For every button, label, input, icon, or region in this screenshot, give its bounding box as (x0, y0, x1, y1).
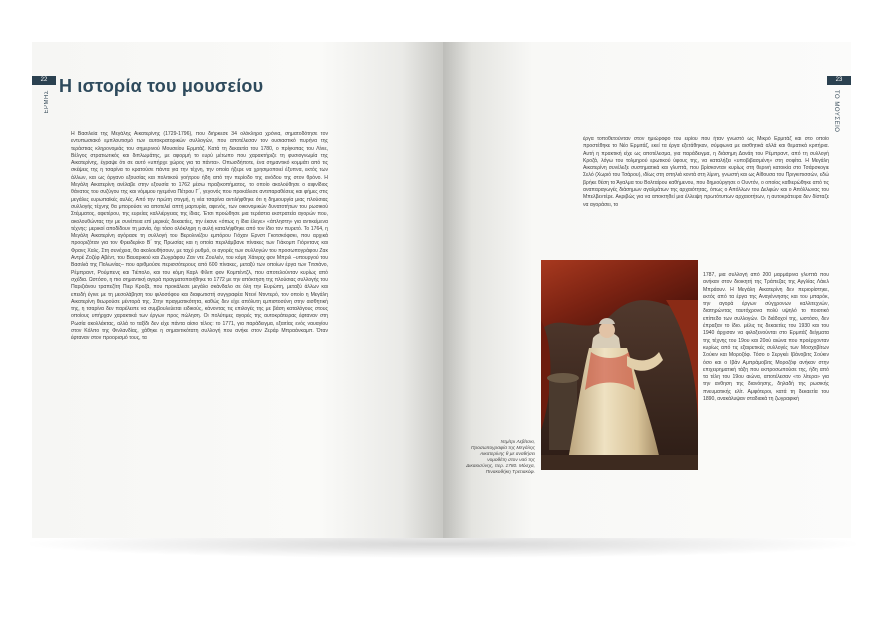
right-body-text-top: έργα τοποθετούνταν στον ημιώροφο του ειρίου που ήταν γνωστό ως Μικρό Ερμιτάζ και στο οποίο προστέθηκε το Νέο Ερμιτάζ, εκεί τα έργα εξετάθηκαν, σύμφωνα με αισθητικά αλλά και θεματικά κριτήρια. Αυτή η πρακτική είχε ως αποτέλεσμα, για παράδειγμα, η διάσημη Δανάη του Ρέμπραντ, από τη συλλογή Κροζά, λόγω του τολμηρού ερωτικού ύφους της, να καταλήξει «υποβιβασμένη» στη σοφίτα. Η Μεγάλη Αικατερίνη συνέλεξε συστηματικά και γλυπτά, που βρίσκονταν κυρίως στη θερινή κατοικία στο Τσάρσκογιε Σελό (Χωριό του Τσάρου), ιδίως στη σπηλιά κοντά στη λίμνη, γνωστή και ως Αίθουσα του Πριγκιπισσών, εδώ βρήκε θέση το Άγαλμα του Βολταίρου καθήμενου, που δημιούργησε ο Ουντόν, ο οποίος καθιερώθηκε από τις αναπαραγωγές διάσημων αγαλμάτων της αρχαιότητας, όπως ο Απόλλων του Δελφών και ο Απόλλωνας του Μπελβεντέρε. Ακριβώς για να αποκτηθεί μια έλλειψη πρωτότυπων αρχαιοτήτων, η αυτοκράτειρα δεν δίσταζε να αγοράσει, το (583, 136, 829, 208)
right-running-head: ΤΟ ΜΟΥΣΕΙΟ (833, 90, 839, 133)
left-page-number: 22 (32, 76, 56, 85)
left-page (32, 42, 443, 538)
right-page-number: 23 (827, 76, 851, 85)
catherine-portrait-painting (541, 260, 698, 470)
left-running-head: ΕΡΜΗΣ (44, 90, 50, 114)
painting-caption: Ντμίτρι Λεβίτσκι, Προσωπογραφία της Μεγάλης Αικατερίνης θ με αναθήσει νομοθέτη στον ναό της Δικαιοσύνης, περ. 1780. Μόσχα, Πινακοθήκη Τρετιακόφ. (466, 440, 535, 475)
left-body-text: Η Βασιλεία της Μεγάλης Αικατερίνης (1729-1796), που διήρκεσε 34 ολόκληρα χρόνια, σηματοδότησε τον εντυπωσιακό εμπλουτισμό των αυτοκρατορικών συλλογών, που αποτέλεσαν τον ουσιαστικό πυρήνα της τεράστιας κληρονομιάς του σημερινού Μουσείου Ερμιτάζ. Κατά τη δεκαετία του 1780, ο πρίγκιπας του Λίνιε, Βέλγος στρατιωτικός και διπλωμάτης, με αφορμή το ευρύ μέτωπο που χαρακτήριζε τη φυσιογνωμία της Αικατερίνης, έγραψε ότι σε αυτό «υπήρχε χώρος για τα πάντα». Οπωσδήποτε, ένα σημαντικό κομμάτι από τις σκέψεις της η τσαρίνα το κρατούσε πάντα για την τέχνη, την οποία ήξερε να χρησιμοποιεί έξυπνα, εκτός των άλλων, και ως όργανο εξουσίας και πολιτικού γοήτρου ήδη από την περίοδο της ανόδου της στον θρόνο. Η Μεγάλη Αικατερίνη ανέλαβε στην εξουσία το 1762 μέσω πραξικοπήματος, το οποίο ακολούθησε ο αιφνίδιος θάνατος του συζύγου της και νόμιμου ηγεμόνα Πέτρου Γ΄, γεγονός που προκάλεσε αντιπαραθέσεις και φήμες στις μεγάλες ευρωπαϊκές αυλές. Από την πρώτη στιγμή, η νέα τσαρίνα αντιλήφθηκε ότι η δημιουργία μιας πλούσιας συλλογής τέχνης θα μπορούσε να αποτελεί απτή μαρτυρία, αφενός, των οικονομικών δυνατοτήτων του ρωσικού Στέμματος, αφετέρου, της ευρείας καλλιέργειας της ίδιας. Έτσι προώθησε μια τεράστια εκστρατεία αγορών που, ακολουθώντας την με συνέπεια επί μερικές δεκαετίες, την έκανε «όπως η ίδια έλεγε» «άπληστη» για αντικείμενα τέχνης: μερικοί αποδίδουν τη μανία, όχι τόσο ολόκληρη η αυλή καταλήφθηκε από τον ίδιο τον πυρετό. Το 1764, η Μεγάλη Αικατερίνη αγόρασε τη συλλογή του Βερολινέζου εμπόρου Γιόχαν Ερνστ Γκοτσκόφσκι, που αρχικά προοριζόταν για τον Φρειδερίκο Β΄ της Πρωσίας και η οποία περιλάμβανε πίνακες των Γιάκομπ Γιόρντανς και Φρανς Χαλς. Στη συνέχεια, θα ακολουθήσουν, με ταχύ ρυθμό, οι αγορές των συλλογών του προσωπογράφου Ζακ Αντρέ Ζοζέφ Αβέντ, του Βαυαρικού και Ζωγράφου Ζαν ντε Ζουλιέν, του κόμη Χάινριχ φον Μπριλ –υπουργού του Βασιλιά της Πολωνίας– που αριθμούσε περισσότερους από 600 πίνακες, μεταξύ των οποίων έργα των Τιτσιάνο, Ρέμπραντ, Ρούμπενς και Τιέπολο, και του κόμη Καρλ Φίλιπ φον Κομπέντζλ, που αποτελούνταν κυρίως από σχέδια. Ωστόσο, η πιο σημαντική αγορά πραγματοποιήθηκε το 1772 με την απόκτηση της πλούσιας συλλογής του Παριζιάνου τραπεζίτη Πιερ Κροζά, που προκάλεσε μεγάλο σκάνδαλο σε όλη την Ευρώπη, μεταξύ άλλων και επειδή έγινε με τη μεσολάβηση του φιλοσόφου και διαφωτιστή συγγραφέα Ντενί Ντιντερό, τον οποίο η Μεγάλη Αικατερίνη θεωρούσε μέντορά της. Στην πραγματικότητα, καθώς δεν είχε απόλυτη εμπιστοσύνη στην αισθητική της, η τσαρίνα δεν παρέλειπε να συμβουλεύεται ειδικούς, κάνοντας τις επιλογές της με βάση καταλόγους στους οποίους υπήρχαν χαρακτικά των έργων προς πώληση. Οι πολύτιμες αγορές της αυτοκράτειρας έφταναν στη Ρωσία ακολλάκτας, αλλά το ταξίδι δεν είχε πάντα αίσιο τέλος: το 1771, για παράδειγμα, εξαιτίας ενός ναυαγίου στον Κόλπο της Φινλανδίας, χάθηκε η σημαντικότατη συλλογή που ανήκε στον Ζεράρ Μπραάνκαμπ. Όταν έφταναν στον προορισμό τους, τα (71, 131, 328, 342)
right-page (443, 42, 851, 538)
right-body-text-narrow: 1787, μια συλλογή από 200 μαρμάρινα γλυπτά που ανήκαν στον διοικητή της Τράπεζας της Αγγλίας Λάιελ Μπράουν. Η Μεγάλη Αικατερίνη δεν περιορίστηκε, εκτός από τα έργα της Αναγέννησης και του μπαρόκ, την αγορά έργων σύγχρονων καλλιτεχνών, διατηρώντας ταυτόχρονα πολύ υψηλό το ποιοτικό επίπεδο των συλλογών. Οι διάδοχοί της, ωστόσο, δεν έπραξαν το ίδιο. μέλις τις δεκαετίες του 1930 και του 1940 άρχισαν να φιλοξενούνται στο Ερμιτάζ δείγματα της τέχνης του 19ου και 20ού αιώνα που προέρχονταν κυρίως από τις εξαιρετικές συλλογές των Μοσχοβίτων Σούκιν και Μοροζόφ. Τόσο ο Σεργκέι Ιβάνοβιτς Σούκιν όσο και ο Ιβάν Αμπράμοβιτς Μοροζόφ ανήκαν στην επιχειρηματική τάξη που εκπροσωπούσε της, ήδη από τα τέλη του 19ου αιώνα, αποτέλεσαν «το λίτερα» για την ανθηση της διανόησης, δηλαδή της ρωσικής πνευματικής ελίτ. Αμφότεροι, κατά τη δεκαετία του 1890, ανακάλυψαν σταδιακά τη ζωγραφική (703, 272, 829, 403)
article-heading: Η ιστορία του μουσείου (59, 76, 264, 96)
